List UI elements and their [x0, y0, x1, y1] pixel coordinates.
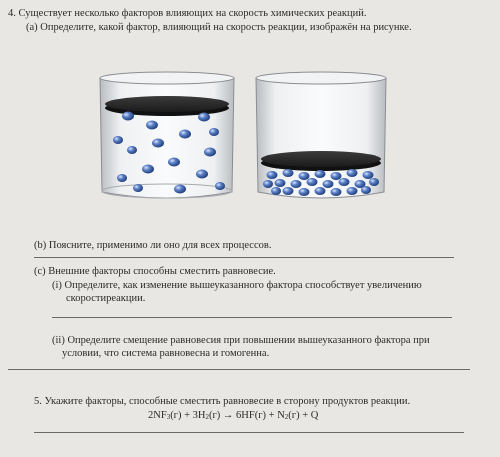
figure-beakers [92, 70, 392, 210]
equation-part-4: (г) + Q [288, 410, 319, 421]
question-5-equation [148, 410, 318, 423]
answer-line-5[interactable] [34, 432, 464, 433]
answer-line-4c-i[interactable] [52, 317, 452, 318]
left-beaker [100, 72, 234, 198]
equation-sub-3: 2 [284, 413, 289, 421]
question-5-text: 5. Укажите факторы, способные сместить равновесие в сторону продуктов реакции. [34, 396, 411, 407]
question-4c-ii-line1: (ii) Определите смещение равновесия при повышении вышеуказанного фактора при [52, 335, 430, 346]
question-4b: (b) Поясните, применимо ли оно для всех процессов. [34, 240, 272, 251]
answer-line-4c-ii[interactable] [8, 369, 470, 370]
question-4c-i-line1: (i) Определите, как изменение вышеуказанного фактора способствует увеличению [52, 280, 422, 291]
equation-part-1: 2NF [148, 410, 167, 421]
equation-part-3: (г) → 6HF(г) + N [209, 410, 285, 421]
question-4a: (a) Определите, какой фактор, влияющий на скорость реакции, изображён на рисунке. [26, 22, 412, 33]
question-4c: (c) Внешние факторы способны сместить равновесие. [34, 266, 276, 277]
question-4-intro: 4. Существует несколько факторов влияющих на скорость химических реакций. [8, 8, 367, 19]
question-4c-i-line2: скоростиреакции. [66, 293, 146, 304]
right-beaker [256, 72, 386, 198]
equation-sub-2: 2 [205, 413, 209, 421]
question-4c-ii-line2: условии, что система равновесна и гомогенна. [62, 348, 270, 359]
equation-part-2: (г) + 3H [170, 410, 206, 421]
equation-sub-1: 3 [166, 413, 171, 421]
right-piston-lid [261, 151, 381, 171]
answer-line-4b[interactable] [34, 257, 454, 258]
